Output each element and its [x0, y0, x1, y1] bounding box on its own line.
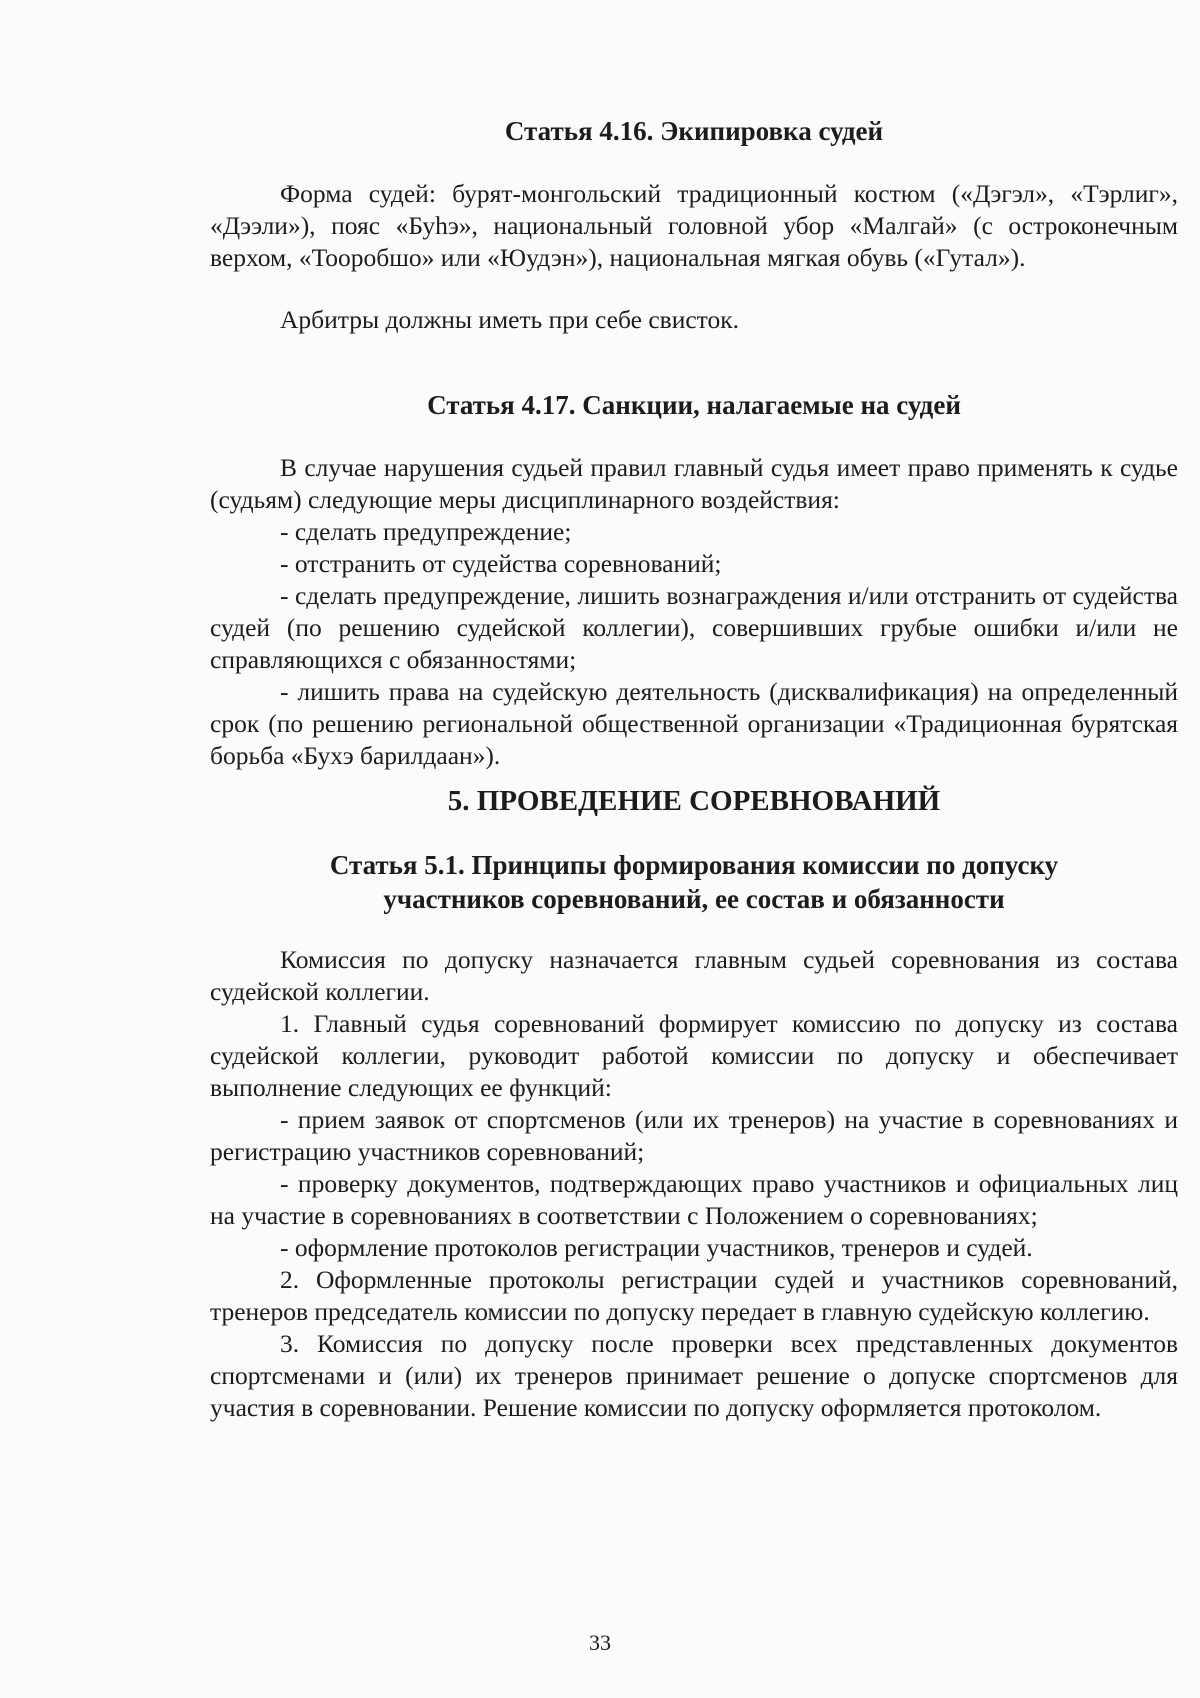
- article-5-1-title-line-2: участников соревнований, ее состав и обязанности: [383, 884, 1005, 914]
- sanction-item: - отстранить от судейства соревнований;: [280, 549, 722, 578]
- article-5-1-title: [210, 848, 1178, 916]
- article-4-16-title: Статья 4.16. Экипировка судей: [504, 116, 884, 146]
- article-5-1-title-line-1: Статья 5.1. Принципы формирования комиссии по допуску: [329, 850, 1059, 880]
- function-item: - прием заявок от спортсменов (или их тренеров) на участие в соревнованиях и регистрацию участников соревнований;: [210, 1105, 1178, 1166]
- article-4-16-body: [210, 178, 1178, 336]
- sanction-item: - лишить права на судейскую деятельность (дисквалификация) на определенный срок (по решению региональной общественной организации «Традиционная бурятская борьба «Бухэ барилдаан»).: [210, 677, 1178, 770]
- article-4-16-paragraph-2: Арбитры должны иметь при себе свисток.: [280, 305, 739, 334]
- article-4-17-intro: В случае нарушения судьей правил главный судья имеет право применять к судье (судьям) следующие меры дисциплинарного воздействия:: [210, 453, 1178, 514]
- article-5-1-point-1: 1. Главный судья соревнований формирует комиссию по допуску из состава судейской коллегии, руководит работой комиссии по допуску и обеспечивает выполнение следующих ее функций:: [210, 1009, 1178, 1102]
- article-5-1-point-3: 3. Комиссия по допуску после проверки всех представленных документов спортсменами и (или) их тренеров принимает решение о допуске спортсменов для участия в соревновании. Решение комиссии по допуску оформляется протоколом.: [210, 1329, 1178, 1422]
- article-4-17-body: [210, 452, 1178, 772]
- section-5-title: 5. ПРОВЕДЕНИЕ СОРЕВНОВАНИЙ: [447, 785, 941, 817]
- sanction-item: - сделать предупреждение, лишить вознаграждения и/или отстранить от судейства судей (по решению судейской коллегии), совершивших грубые ошибки и/или не справляющихся с обязанностями;: [210, 581, 1178, 674]
- article-4-16-paragraph-1: Форма судей: бурят-монгольский традиционный костюм («Дэгэл», «Тэрлиг», «Дээли»), пояс «Буһэ», национальный головной убор «Малгай» (с остроконечным верхом, «Тооробшо» или «Юудэн»), национальная мягкая обувь («Гутал»).: [210, 179, 1178, 272]
- article-5-1-point-2: 2. Оформленные протоколы регистрации судей и участников соревнований, тренеров председатель комиссии по допуску передает в главную судейскую коллегию.: [210, 1265, 1178, 1326]
- function-item: - оформление протоколов регистрации участников, тренеров и судей.: [280, 1233, 1033, 1262]
- article-5-1-body: [210, 944, 1178, 1424]
- article-4-17-title: Статья 4.17. Санкции, налагаемые на судей: [427, 390, 961, 420]
- function-item: - проверку документов, подтверждающих право участников и официальных лиц на участие в соревнованиях в соответствии с Положением о соревнованиях;: [210, 1169, 1178, 1230]
- article-5-1-intro: Комиссия по допуску назначается главным судьей соревнования из состава судейской коллегии.: [210, 945, 1178, 1006]
- page-number: 33: [589, 1630, 611, 1655]
- sanction-item: - сделать предупреждение;: [280, 517, 572, 546]
